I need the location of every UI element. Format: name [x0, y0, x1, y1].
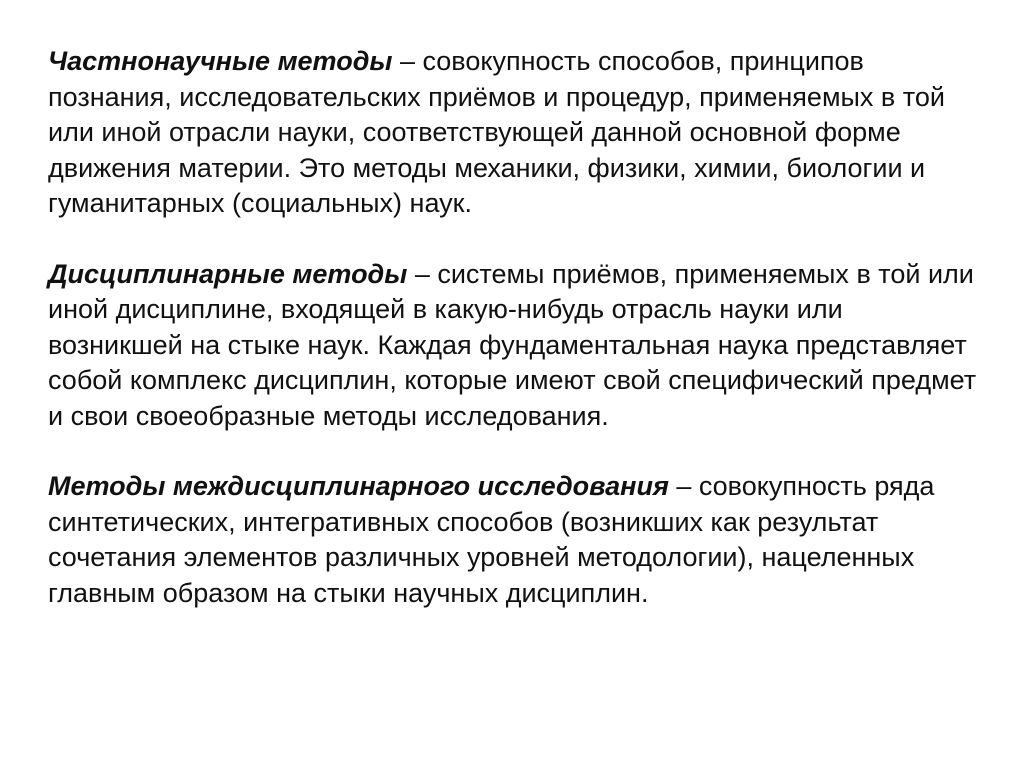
paragraph-text: – системы приёмов, применяемых в той или иной дисциплине, входящей в какую-нибудь отрасль науки или возникшей на стыке наук. Каждая фундаментальная наука представляет собой комплекс дисциплин, которые имеют свой специфический предмет и свои своеобразные методы исследования.: [48, 258, 977, 431]
slide-content: [48, 44, 978, 646]
term-heading: Методы междисциплинарного исследования: [48, 471, 669, 501]
term-heading: Дисциплинарные методы: [48, 258, 408, 289]
paragraph-text: – совокупность способов, принципов познания, исследовательских приёмов и процедур, применяемых в той или иной отрасли науки, соответствующей данной основной форме движения материи. Это методы механики, физики, химии, биологии и гуманитарных (социальных) наук.: [48, 46, 945, 218]
paragraph-text: – совокупность ряда синтетических, интегративных способов (возникших как результат сочетания элементов различных уровней методологии), нацеленных главным образом на стыки научных дисциплин.: [48, 471, 935, 608]
paragraph-particular-scientific-methods: [48, 44, 978, 222]
term-heading: Частнонаучные методы: [48, 46, 393, 76]
paragraph-interdisciplinary-methods: [48, 469, 978, 611]
paragraph-disciplinary-methods: [48, 257, 978, 435]
